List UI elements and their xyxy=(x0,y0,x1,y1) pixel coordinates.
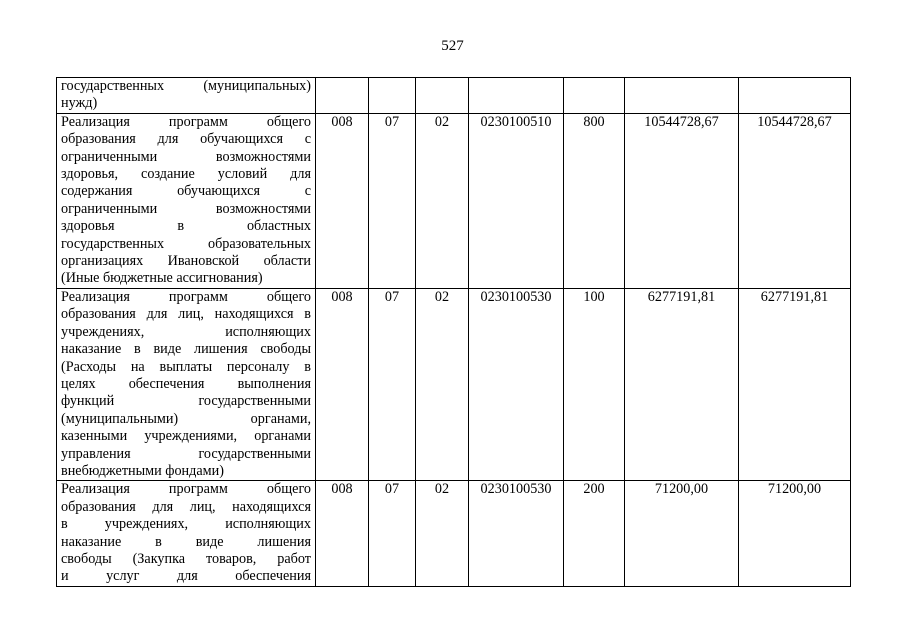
description-line: (муниципальными) органами, xyxy=(61,410,311,427)
description-line: образования для лиц, находящихся в xyxy=(61,306,311,323)
description-line: государственных образовательных xyxy=(61,235,311,252)
description-line: (Иные бюджетные ассигнования) xyxy=(61,270,263,287)
amount-cell: 71200,00 xyxy=(625,481,739,586)
description-line: и услуг для обеспечения xyxy=(61,568,311,585)
subsection-code-cell xyxy=(416,78,469,114)
amount-cell: 71200,00 xyxy=(739,481,851,586)
description-cell xyxy=(57,288,316,480)
ministry-code-cell: 008 xyxy=(316,288,369,480)
ministry-code-cell: 008 xyxy=(316,113,369,288)
target-article-cell: 0230100530 xyxy=(469,481,564,586)
budget-table xyxy=(56,77,851,587)
description-line: Реализация программ общего xyxy=(61,481,311,498)
description-line: ограниченными возможностями xyxy=(61,148,311,165)
description-line: нужд) xyxy=(61,95,98,112)
target-article-cell: 0230100510 xyxy=(469,113,564,288)
description-cell xyxy=(57,78,316,114)
description-line: наказание в виде лишения свободы xyxy=(61,341,311,358)
description-line: казенными учреждениями, органами xyxy=(61,428,311,445)
table-row xyxy=(57,481,851,586)
subsection-code-cell: 02 xyxy=(416,481,469,586)
table-row xyxy=(57,113,851,288)
expense-type-cell: 200 xyxy=(564,481,625,586)
description-line: Реализация программ общего xyxy=(61,113,311,130)
table-row xyxy=(57,288,851,480)
description-line: внебюджетными фондами) xyxy=(61,462,224,479)
target-article-cell: 0230100530 xyxy=(469,288,564,480)
expense-type-cell xyxy=(564,78,625,114)
description-line: содержания обучающихся с xyxy=(61,183,311,200)
description-line: ограниченными возможностями xyxy=(61,200,311,217)
section-code-cell: 07 xyxy=(369,481,416,586)
table-row xyxy=(57,78,851,114)
section-code-cell: 07 xyxy=(369,288,416,480)
description-line: Реализация программ общего xyxy=(61,288,311,305)
description-line: образования для обучающихся с xyxy=(61,131,311,148)
description-line: (Расходы на выплаты персоналу в xyxy=(61,358,311,375)
description-line: управления государственными xyxy=(61,445,311,462)
description-line: учреждениях, исполняющих xyxy=(61,323,311,340)
description-line: целях обеспечения выполнения xyxy=(61,375,311,392)
target-article-cell xyxy=(469,78,564,114)
ministry-code-cell xyxy=(316,78,369,114)
amount-cell: 6277191,81 xyxy=(739,288,851,480)
description-line: здоровья в областных xyxy=(61,218,311,235)
page-number: 527 xyxy=(441,38,464,54)
description-line: наказание в виде лишения xyxy=(61,533,311,550)
description-cell xyxy=(57,481,316,586)
amount-cell: 6277191,81 xyxy=(625,288,739,480)
description-line: образования для лиц, находящихся xyxy=(61,498,311,515)
section-code-cell: 07 xyxy=(369,113,416,288)
description-line: государственных (муниципальных) xyxy=(61,78,311,94)
description-line: здоровья, создание условий для xyxy=(61,166,311,183)
subsection-code-cell: 02 xyxy=(416,113,469,288)
description-line: в учреждениях, исполняющих xyxy=(61,516,311,533)
description-line: свободы (Закупка товаров, работ xyxy=(61,550,311,567)
amount-cell: 10544728,67 xyxy=(625,113,739,288)
amount-cell: 10544728,67 xyxy=(739,113,851,288)
description-line: организациях Ивановской области xyxy=(61,253,311,270)
expense-type-cell: 100 xyxy=(564,288,625,480)
amount-cell xyxy=(625,78,739,114)
description-cell xyxy=(57,113,316,288)
amount-cell xyxy=(739,78,851,114)
description-line: функций государственными xyxy=(61,393,311,410)
ministry-code-cell: 008 xyxy=(316,481,369,586)
section-code-cell xyxy=(369,78,416,114)
subsection-code-cell: 02 xyxy=(416,288,469,480)
expense-type-cell: 800 xyxy=(564,113,625,288)
